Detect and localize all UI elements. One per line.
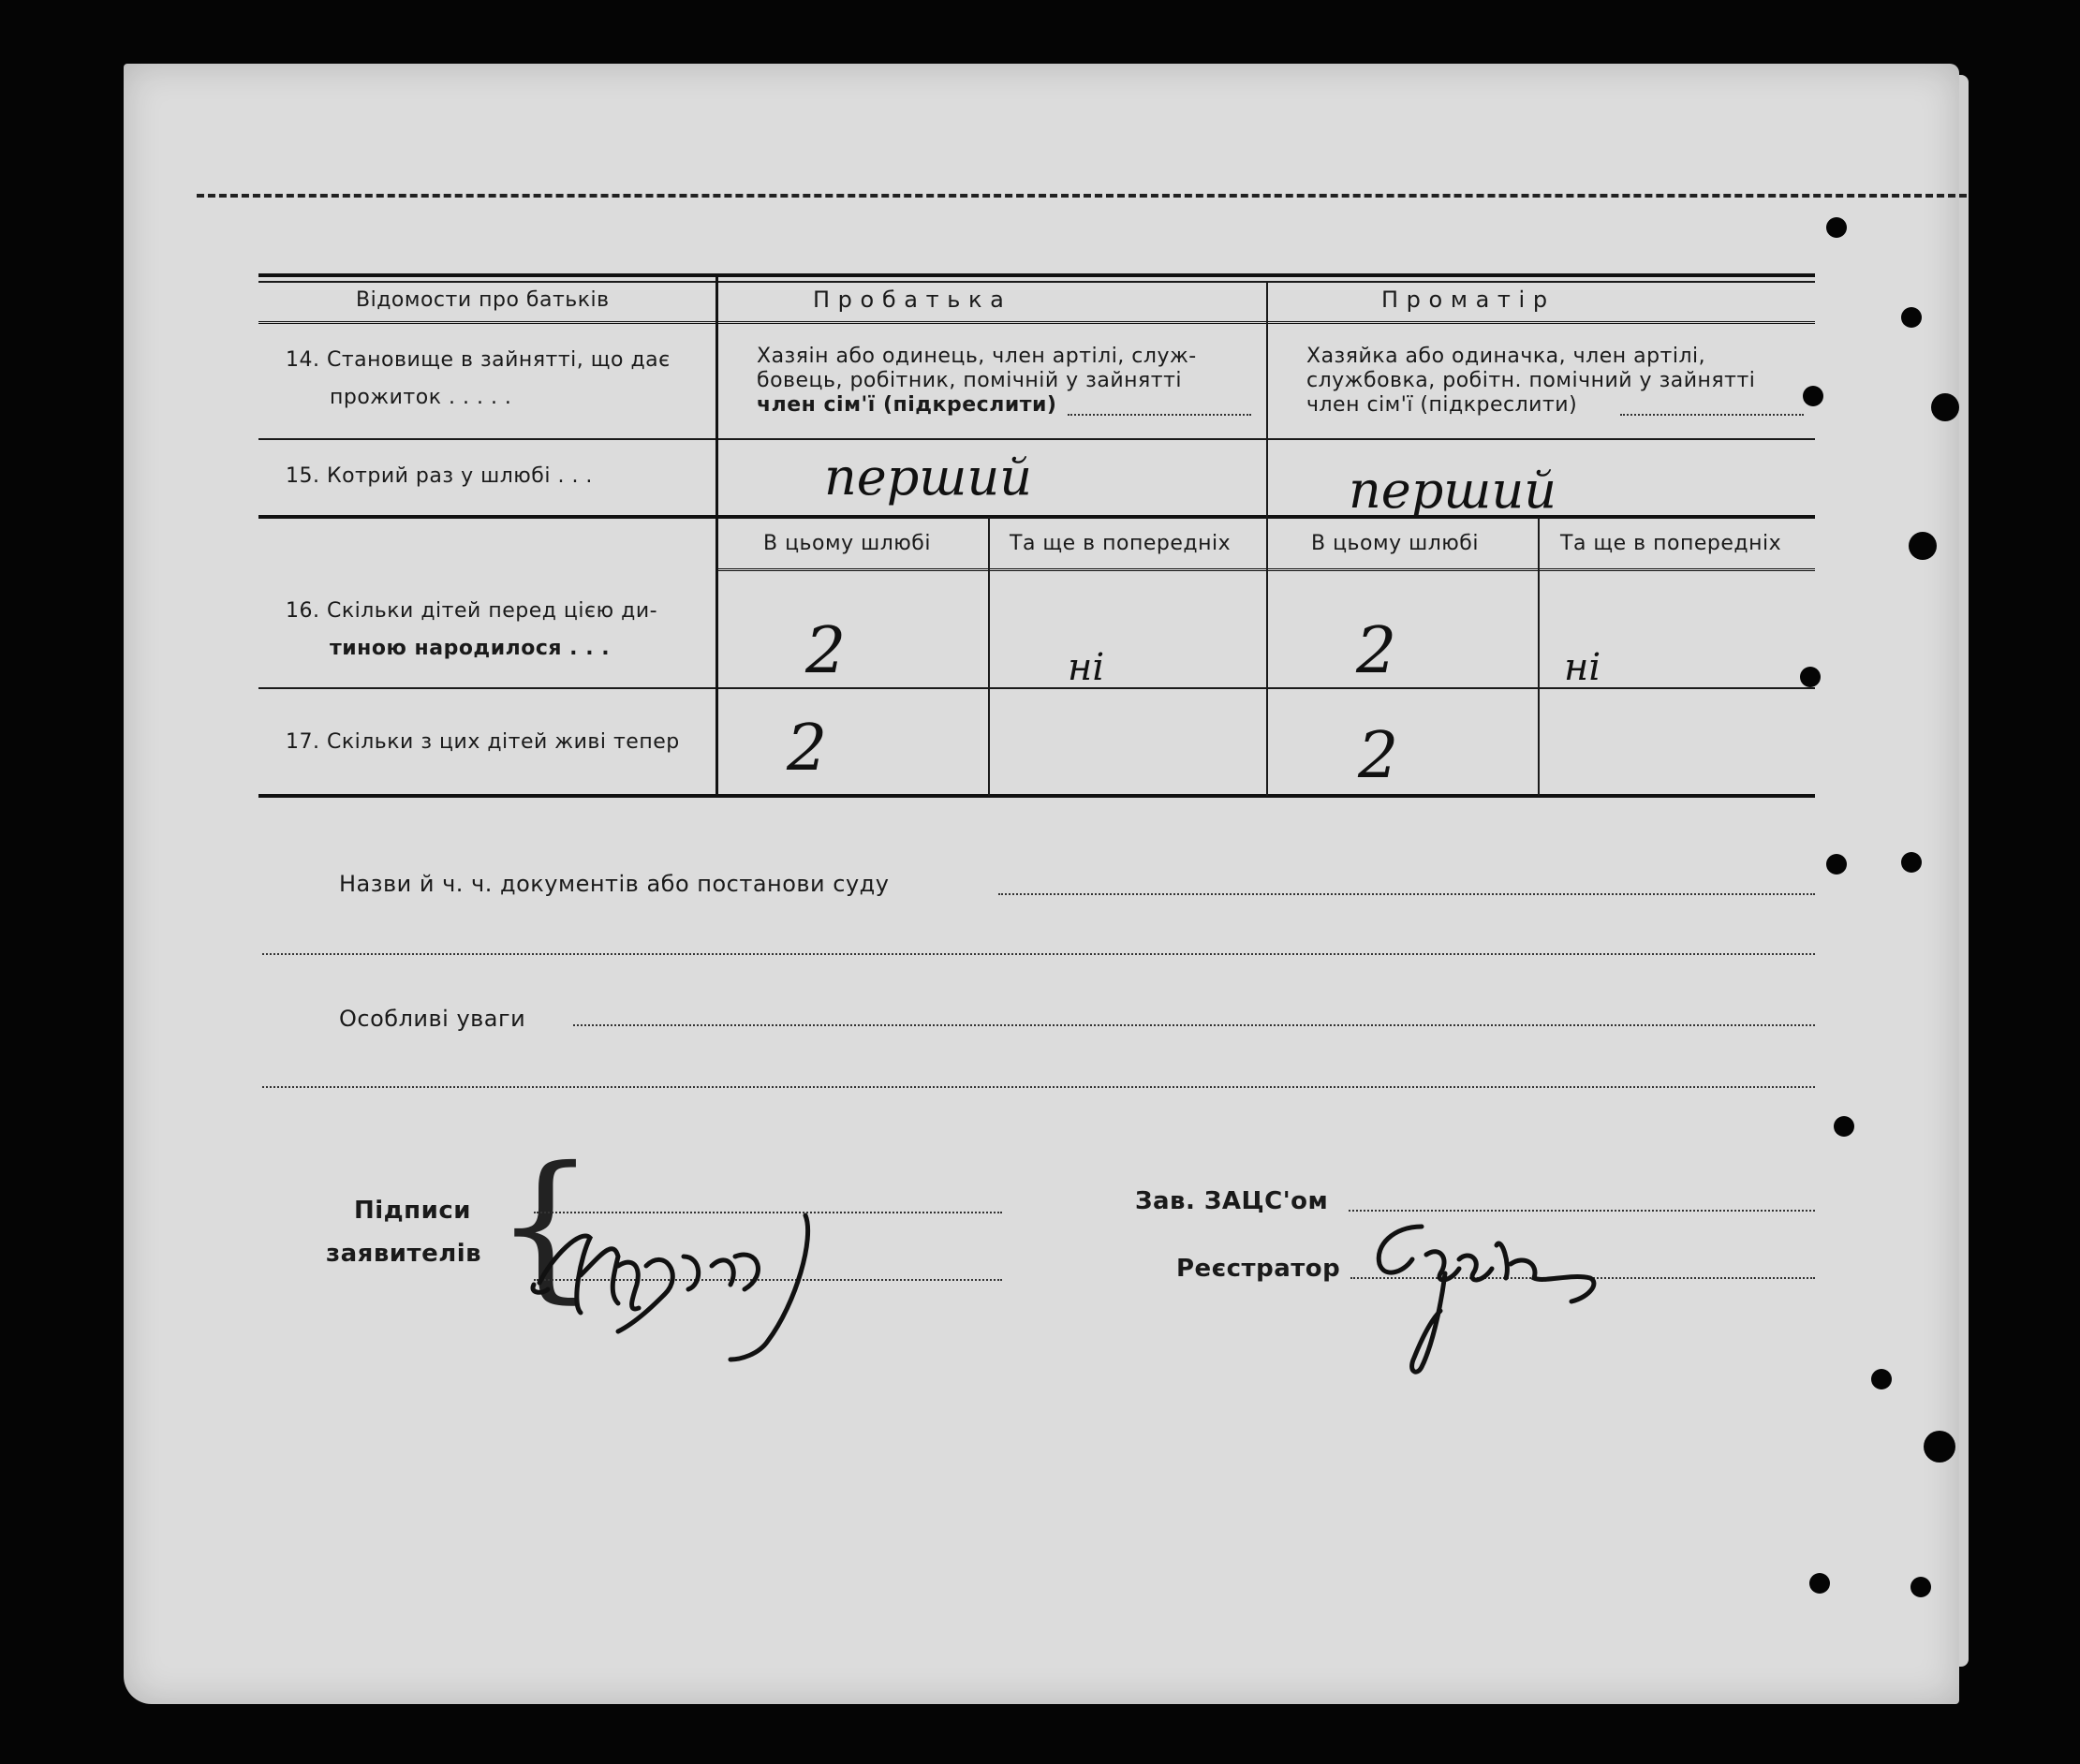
remarks-label: Особливі уваги xyxy=(339,1006,526,1032)
registrar-signature xyxy=(1356,1208,1618,1386)
signature-brace: { xyxy=(494,1133,597,1318)
punch-hole xyxy=(1924,1431,1955,1463)
subheader-father-previous: Та ще в попередніх xyxy=(1010,532,1232,555)
applicants-signature-label-line2: заявителів xyxy=(326,1240,482,1268)
header-parents-info: Відомости про батьків xyxy=(356,288,610,312)
row17-father-this-value: 2 xyxy=(787,712,828,786)
column-divider xyxy=(988,517,990,796)
row16-mother-prev-value: ні xyxy=(1564,646,1601,689)
header-about-father: П р о б а т ь к а xyxy=(813,287,1005,313)
punch-hole xyxy=(1826,217,1847,238)
subheader-mother-previous: Та ще в попередніх xyxy=(1560,532,1782,555)
row14-mother-line2: службовка, робітн. помічний у зайнятті xyxy=(1306,369,1756,392)
table-top-border-inner xyxy=(258,281,1815,283)
remarks-dotted-line-2 xyxy=(262,1086,1815,1088)
column-divider xyxy=(715,273,718,796)
documents-dotted-line xyxy=(998,893,1815,895)
row15-bottom-border xyxy=(258,515,1815,519)
row14-label-line2: прожиток . . . . . xyxy=(330,386,512,409)
header-about-mother: П р о м а т і р xyxy=(1381,287,1548,313)
row15-mother-value: перший xyxy=(1349,461,1557,520)
table-bottom-border xyxy=(258,794,1815,798)
subheader-mother-this-marriage: В цьому шлюбі xyxy=(1311,532,1479,555)
row14-label-line1: 14. Становище в зайнятті, що дає xyxy=(286,348,671,372)
applicant-signature xyxy=(524,1200,833,1369)
punch-hole xyxy=(1809,1573,1830,1594)
row16-label-line1: 16. Скільки дітей перед цією ди- xyxy=(286,599,658,623)
remarks-dotted-line xyxy=(573,1024,1815,1026)
row15-father-value: перший xyxy=(824,448,1033,507)
row14-bottom-border xyxy=(258,438,1815,440)
punch-hole xyxy=(1901,307,1922,328)
punch-hole xyxy=(1826,854,1847,875)
row16-mother-this-value: 2 xyxy=(1356,614,1397,688)
row17-label: 17. Скільки з цих дітей живі тепер xyxy=(286,730,680,754)
punch-hole xyxy=(1803,386,1823,406)
row14-father-line3: член сім'ї (підкреслити) xyxy=(757,393,1057,417)
documents-label: Назви й ч. ч. документів або постанови суду xyxy=(339,871,890,897)
punch-hole xyxy=(1834,1116,1854,1137)
column-divider xyxy=(1538,517,1540,796)
registrar-label: Реєстратор xyxy=(1176,1255,1341,1283)
row14-mother-line1: Хазяйка або одиначка, член артілі, xyxy=(1306,345,1706,368)
row14-mother-line3: член сім'ї (підкреслити) xyxy=(1306,393,1578,417)
punch-hole xyxy=(1910,1577,1931,1597)
column-divider xyxy=(1266,281,1268,796)
row17-mother-this-value: 2 xyxy=(1358,719,1399,793)
row14-father-line1: Хазяін або одинець, член артілі, служ- xyxy=(757,345,1197,368)
punch-hole xyxy=(1909,532,1937,560)
table-top-border xyxy=(258,273,1815,277)
punch-hole xyxy=(1901,852,1922,873)
applicants-signature-label-line1: Підписи xyxy=(354,1197,471,1225)
punch-hole xyxy=(1931,393,1959,421)
head-of-registry-label: Зав. ЗАЦС'ом xyxy=(1135,1187,1329,1215)
documents-dotted-line-2 xyxy=(262,953,1815,955)
row14-father-dotted-line xyxy=(1068,414,1251,416)
perforation-line xyxy=(197,194,1967,198)
subheader-father-this-marriage: В цьому шлюбі xyxy=(763,532,931,555)
row16-label-line2: тиною народилося . . . xyxy=(330,637,611,660)
row14-mother-dotted-line xyxy=(1620,414,1804,416)
row16-father-this-value: 2 xyxy=(805,614,847,688)
row14-father-line2: бовець, робітник, помічній у зайнятті xyxy=(757,369,1183,392)
row15-label: 15. Котрий раз у шлюбі . . . xyxy=(286,464,593,488)
punch-hole xyxy=(1871,1369,1892,1389)
header-bottom-border xyxy=(258,321,1815,328)
punch-hole xyxy=(1800,667,1821,687)
row16-father-prev-value: ні xyxy=(1068,646,1105,689)
